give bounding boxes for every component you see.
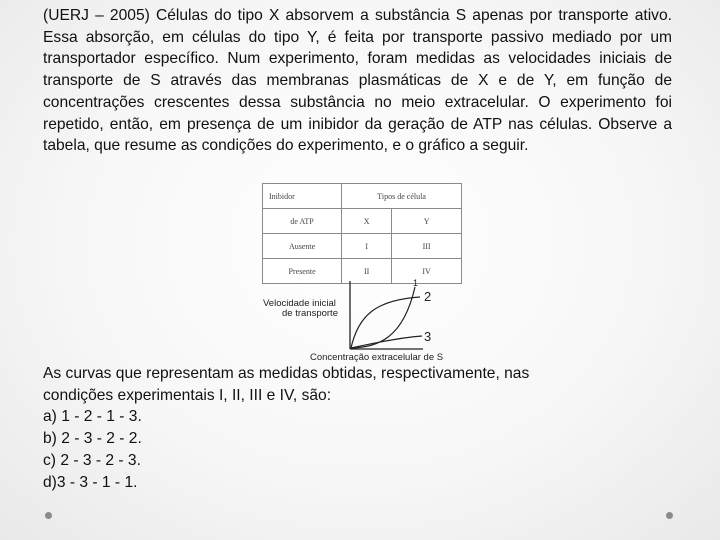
option-c: c) 2 - 3 - 2 - 3. xyxy=(43,451,141,469)
prompt-line-1: As curvas que representam as medidas obtidas, respectivamente, nas xyxy=(43,365,530,382)
option-a: a) 1 - 2 - 1 - 3. xyxy=(43,408,142,426)
y-axis-label-line1: Velocidade inicial xyxy=(263,298,336,309)
experiment-figure xyxy=(258,183,473,363)
table-col-x: X xyxy=(342,209,392,234)
table-row-label-atp: de ATP xyxy=(263,209,342,234)
curve-label-1: 1 xyxy=(413,279,419,288)
table-cell-y: IV xyxy=(392,259,462,284)
table-cell-y: III xyxy=(392,234,462,259)
table-cell-x: II xyxy=(342,259,392,284)
table-cell-x: I xyxy=(342,234,392,259)
option-b: b) 2 - 3 - 2 - 2. xyxy=(43,430,142,448)
prompt-line-2: condições experimentais I, II, III e IV, são: xyxy=(43,386,332,404)
table-header-inhibitor: Inibidor xyxy=(263,184,342,209)
transport-graph xyxy=(258,279,473,363)
table-cell-condition: Ausente xyxy=(263,234,342,259)
table-row xyxy=(263,234,462,259)
slide-bullet-left xyxy=(45,512,52,519)
x-axis-label: Concentração extracelular de S xyxy=(310,352,444,363)
question-text: (UERJ – 2005) Células do tipo X absorvem a substância S apenas por transporte ativo. Essa absorção, em células do tipo Y, é feita por transporte passivo mediado por um transportador específico. Num experimento, foram medidas as velocidades iniciais de transporte de S através das membranas plasmáticas de X e de Y, em função de concentrações crescentes dessa substância no meio extracelular. O experimento foi repetido, então, em presença de um inibidor da geração de ATP nas células. Observe a tabela, que resume as condições do experimento, e o gráfico a seguir. xyxy=(43,7,672,155)
table-header-cell-types: Tipos de célula xyxy=(342,184,462,209)
option-d: d)3 - 3 - 1 - 1. xyxy=(43,473,138,491)
curve-1 xyxy=(351,287,415,348)
answer-section xyxy=(43,363,683,493)
slide-bullet-right xyxy=(666,512,673,519)
conditions-table xyxy=(262,183,462,284)
y-axis-label-line2: de transporte xyxy=(282,308,338,319)
curve-label-2: 2 xyxy=(424,289,432,304)
curve-label-3: 3 xyxy=(424,329,432,344)
table-col-y: Y xyxy=(392,209,462,234)
table-cell-condition: Presente xyxy=(263,259,342,284)
